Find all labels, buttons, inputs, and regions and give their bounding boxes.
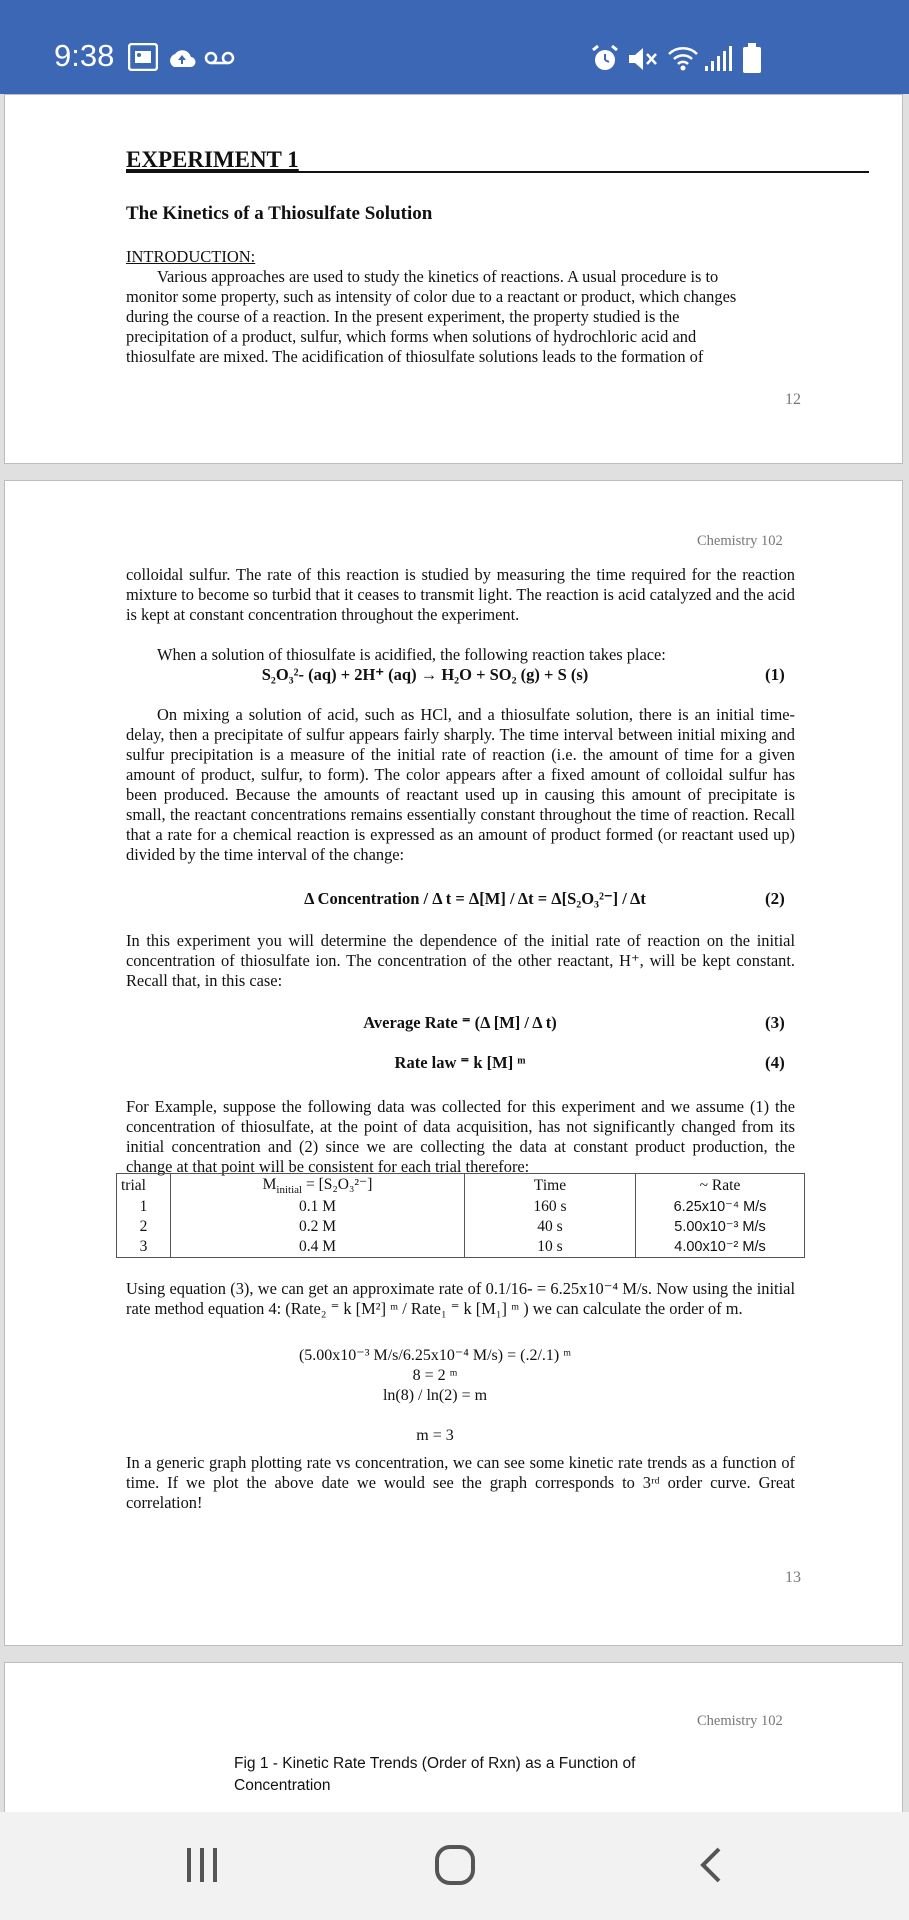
experiment-subtitle: The Kinetics of a Thiosulfate Solution xyxy=(126,203,433,224)
equation-4: Rate law ⁼ k [M] ᵐ xyxy=(394,1053,526,1072)
table-header-row xyxy=(117,1174,805,1198)
cloud-upload-icon xyxy=(167,45,197,76)
signal-icon xyxy=(703,44,733,77)
header-time: Time xyxy=(465,1174,636,1198)
cell-rate: 5.00x10⁻³ M/s xyxy=(636,1217,805,1237)
recent-apps-icon[interactable] xyxy=(184,1846,220,1889)
paragraph-generic-graph: In a generic graph plotting rate vs concentration, we can see some kinetic rate trends as a function of time. If we plot the above date we would see the graph corresponds to 3ʳᵈ order curve. Great correlation! xyxy=(126,1453,795,1512)
gallery-icon xyxy=(128,43,158,76)
figure-caption-line-1: Fig 1 - Kinetic Rate Trends (Order of Rxn) as a Function of xyxy=(234,1755,636,1772)
equation-2: Δ Concentration / Δ t = Δ[M] / Δt = Δ[S₂O₃²⁻] / Δt xyxy=(304,889,646,908)
voicemail-icon xyxy=(204,50,236,71)
alarm-icon xyxy=(590,44,620,79)
paragraph-dependence: In this experiment you will determine the dependence of the initial rate of reaction on the initial concentration of thiosulfate ion. The concentration of the other reactant, H⁺, will be kept constant. Recall that, in this case: xyxy=(126,931,795,990)
header-rate: ~ Rate xyxy=(636,1174,805,1198)
intro-line-5: thiosulfate are mixed. The acidification of thiosulfate solutions leads to the formation of xyxy=(126,347,704,366)
calculation-line-1: (5.00x10⁻³ M/s/6.25x10⁻⁴ M/s) = (.2/.1) ᵐ xyxy=(298,1347,572,1364)
table-row xyxy=(117,1237,805,1258)
cell-concentration: 0.4 M xyxy=(171,1237,465,1258)
document-page-13 xyxy=(4,480,903,1646)
header-concentration xyxy=(171,1174,465,1198)
cell-time: 160 s xyxy=(465,1197,636,1217)
home-icon[interactable] xyxy=(434,1844,476,1891)
cell-time: 10 s xyxy=(465,1237,636,1258)
cell-trial: 1 xyxy=(117,1197,171,1217)
document-page-12 xyxy=(4,94,903,464)
status-bar xyxy=(0,0,909,94)
back-icon[interactable] xyxy=(695,1846,725,1889)
equation-1-number: (1) xyxy=(765,665,785,684)
clock-time: 9:38 xyxy=(54,38,115,73)
experiment-title: EXPERIMENT 1 xyxy=(126,147,299,172)
calculation-line-4: m = 3 xyxy=(416,1427,454,1444)
header-initial: initial xyxy=(276,1184,303,1197)
intro-line-1: Various approaches are used to study the kinetics of reactions. A usual procedure is to xyxy=(157,267,719,286)
cell-trial: 2 xyxy=(117,1217,171,1237)
equation-2-number: (2) xyxy=(765,889,785,908)
page-header: Chemistry 102 xyxy=(697,533,783,549)
figure-caption-line-2: Concentration xyxy=(234,1777,331,1794)
table-row xyxy=(117,1217,805,1237)
intro-heading: INTRODUCTION: xyxy=(126,247,256,266)
equation-3-number: (3) xyxy=(765,1013,785,1032)
data-table xyxy=(116,1173,805,1258)
page-header: Chemistry 102 xyxy=(697,1713,783,1729)
wifi-icon xyxy=(667,43,701,78)
equation-3: Average Rate ⁼ (Δ [M] / Δ t) xyxy=(363,1013,557,1032)
title-rule xyxy=(126,171,869,173)
paragraph-using-equation: Using equation (3), we can get an approximate rate of 0.1/16- = 6.25x10⁻⁴ M/s. Now using the initial rate method equation 4: (Rate₂ ⁼ k [M²] ᵐ / Rate₁ ⁼ k [M₁] ᵐ ) we can calculate the order of m. xyxy=(126,1279,795,1318)
battery-icon xyxy=(742,42,762,79)
page-number: 12 xyxy=(785,391,801,408)
paragraph-mixing: On mixing a solution of acid, such as HCl, and a thiosulfate solution, there is an initial time-delay, then a precipitate of sulfur appears fairly sharply. The time interval between initial mixing and sulfur precipitation is a measure of the initial rate of reaction (i.e. the amount of time for a given amount of product, sulfur, to form). The color appears after a fixed amount of colloidal sulfur has been produced. Because the amounts of reactant used up in causing this amount of precipitate is small, the reactant concentrations remains essentially constant throughout the time of reaction. Recall that a rate for a chemical reaction is expressed as an amount of product formed (or reactant used up) divided by the time interval of the change: xyxy=(126,705,795,864)
paragraph-colloidal: colloidal sulfur. The rate of this reaction is studied by measuring the time required for the reaction mixture to become so turbid that it ceases to transmit light. The reaction is acid catalyzed and the acid is kept at constant concentration throughout the experiment. xyxy=(126,565,795,624)
calculation-line-3: ln(8) / ln(2) = m xyxy=(382,1387,488,1404)
intro-line-2: monitor some property, such as intensity of color due to a reactant or product, which changes xyxy=(126,287,737,306)
paragraph-example: For Example, suppose the following data was collected for this experiment and we assume (1) the concentration of thiosulfate, at the point of data acquisition, has not significantly changed from its initial concentration and (2) since we are collecting the data at constant product production, the change at that point will be consistent for each trial therefore: xyxy=(126,1097,795,1176)
paragraph-acidified: When a solution of thiosulfate is acidified, the following reaction takes place: xyxy=(157,645,666,664)
document-viewer[interactable] xyxy=(0,94,909,1812)
cell-trial: 3 xyxy=(117,1237,171,1258)
equation-4-number: (4) xyxy=(765,1053,785,1072)
equation-1: S₂O₃²- (aq) + 2H⁺ (aq) → H₂O + SO₂ (g) + S (s) xyxy=(261,665,589,684)
cell-rate: 6.25x10⁻⁴ M/s xyxy=(636,1197,805,1217)
header-formula: = [S₂O₃²⁻] xyxy=(302,1176,373,1193)
cell-rate: 4.00x10⁻² M/s xyxy=(636,1237,805,1258)
table-row xyxy=(117,1197,805,1217)
header-trial: trial xyxy=(117,1174,171,1198)
cell-time: 40 s xyxy=(465,1217,636,1237)
page-number: 13 xyxy=(785,1569,801,1586)
calculation-line-2: 8 = 2 ᵐ xyxy=(412,1367,458,1384)
cell-concentration: 0.1 M xyxy=(171,1197,465,1217)
intro-line-4: precipitation of a product, sulfur, which forms when solutions of hydrochloric acid and xyxy=(126,327,697,346)
cell-concentration: 0.2 M xyxy=(171,1217,465,1237)
mute-icon xyxy=(627,45,659,78)
header-m: M xyxy=(262,1176,277,1193)
navigation-bar xyxy=(0,1812,909,1920)
intro-line-3: during the course of a reaction. In the present experiment, the property studied is the xyxy=(126,307,680,326)
document-page-14 xyxy=(4,1662,903,1812)
